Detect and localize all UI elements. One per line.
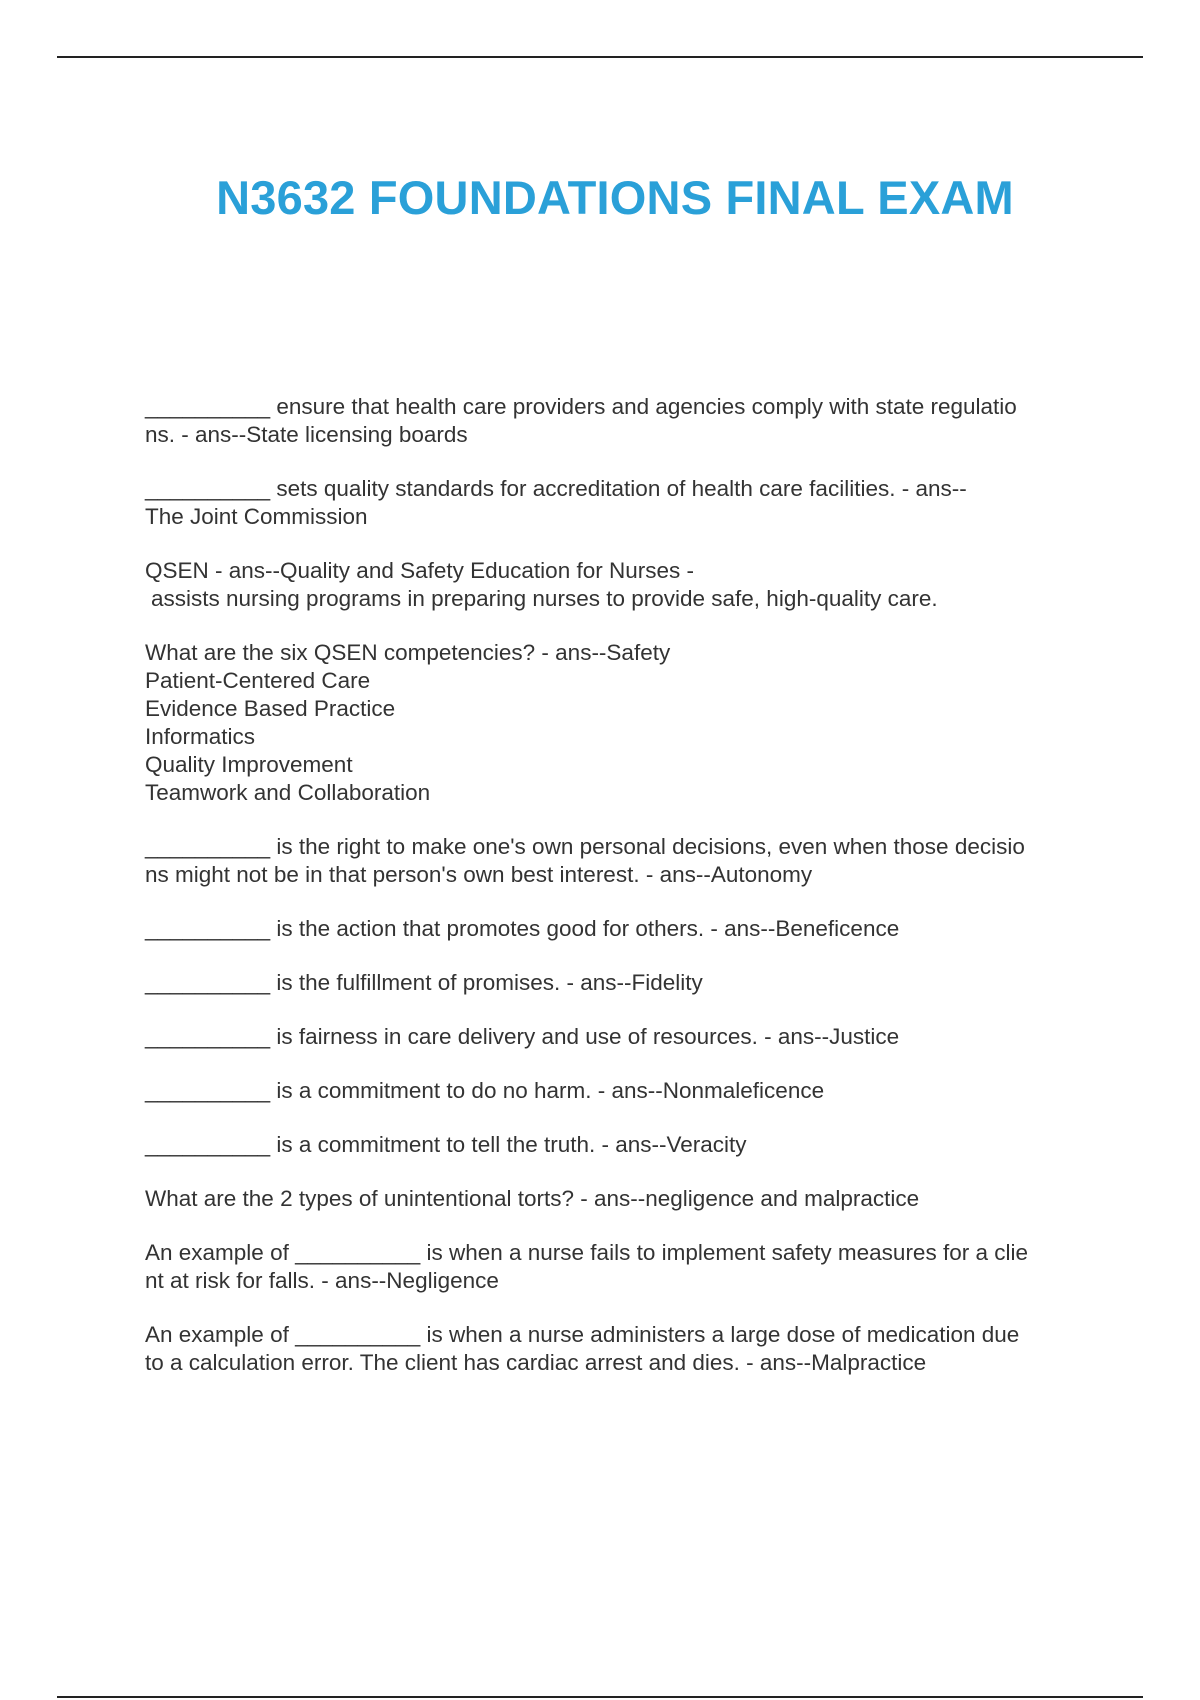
qa-entry xyxy=(145,833,1085,889)
qa-line: QSEN - ans--Quality and Safety Education for Nurses - xyxy=(145,558,694,583)
top-divider xyxy=(57,56,1143,58)
qa-entry xyxy=(145,639,1085,807)
qa-entry xyxy=(145,557,1085,613)
qa-line: __________ is fairness in care delivery and use of resources. - ans--Justice xyxy=(145,1024,900,1049)
qa-entry xyxy=(145,1023,1085,1051)
qa-line: __________ is the fulfillment of promises. - ans--Fidelity xyxy=(145,970,703,995)
qa-line: The Joint Commission xyxy=(145,504,368,529)
qa-line: to a calculation error. The client has cardiac arrest and dies. - ans--Malpractice xyxy=(145,1350,927,1375)
qa-entry xyxy=(145,1077,1085,1105)
qa-line: nt at risk for falls. - ans--Negligence xyxy=(145,1268,499,1293)
qa-line: __________ is the action that promotes good for others. - ans--Beneficence xyxy=(145,916,900,941)
qa-line: __________ sets quality standards for accreditation of health care facilities. - ans-- xyxy=(145,476,967,501)
qa-line: Quality Improvement xyxy=(145,752,353,777)
qa-entry xyxy=(145,969,1085,997)
qa-line: assists nursing programs in preparing nurses to provide safe, high-quality care. xyxy=(151,586,938,611)
qa-line: ns might not be in that person's own best interest. - ans--Autonomy xyxy=(145,862,813,887)
bottom-divider xyxy=(57,1696,1143,1698)
qa-entry xyxy=(145,1239,1085,1295)
qa-line: What are the six QSEN competencies? - ans--Safety xyxy=(145,640,671,665)
qa-line: __________ ensure that health care providers and agencies comply with state regulatio xyxy=(145,394,1017,419)
qa-line: __________ is the right to make one's own personal decisions, even when those decisio xyxy=(145,834,1025,859)
qa-line: Teamwork and Collaboration xyxy=(145,780,431,805)
qa-line: __________ is a commitment to tell the truth. - ans--Veracity xyxy=(145,1132,747,1157)
qa-line: An example of __________ is when a nurse administers a large dose of medication due xyxy=(145,1322,1020,1347)
qa-line: Informatics xyxy=(145,724,256,749)
qa-line: What are the 2 types of unintentional torts? - ans--negligence and malpractice xyxy=(145,1186,920,1211)
qa-line: Patient-Centered Care xyxy=(145,668,371,693)
qa-entry xyxy=(145,475,1085,531)
qa-line: An example of __________ is when a nurse fails to implement safety measures for a clie xyxy=(145,1240,1028,1265)
qa-line: Evidence Based Practice xyxy=(145,696,396,721)
qa-entry xyxy=(145,1321,1085,1377)
qa-entry xyxy=(145,393,1085,449)
document-title: N3632 FOUNDATIONS FINAL EXAM xyxy=(216,171,1014,224)
qa-entry xyxy=(145,1185,1085,1213)
qa-entry xyxy=(145,1131,1085,1159)
document-body xyxy=(145,393,1085,1403)
qa-entry xyxy=(145,915,1085,943)
qa-line: ns. - ans--State licensing boards xyxy=(145,422,468,447)
qa-line: __________ is a commitment to do no harm. - ans--Nonmaleficence xyxy=(145,1078,825,1103)
